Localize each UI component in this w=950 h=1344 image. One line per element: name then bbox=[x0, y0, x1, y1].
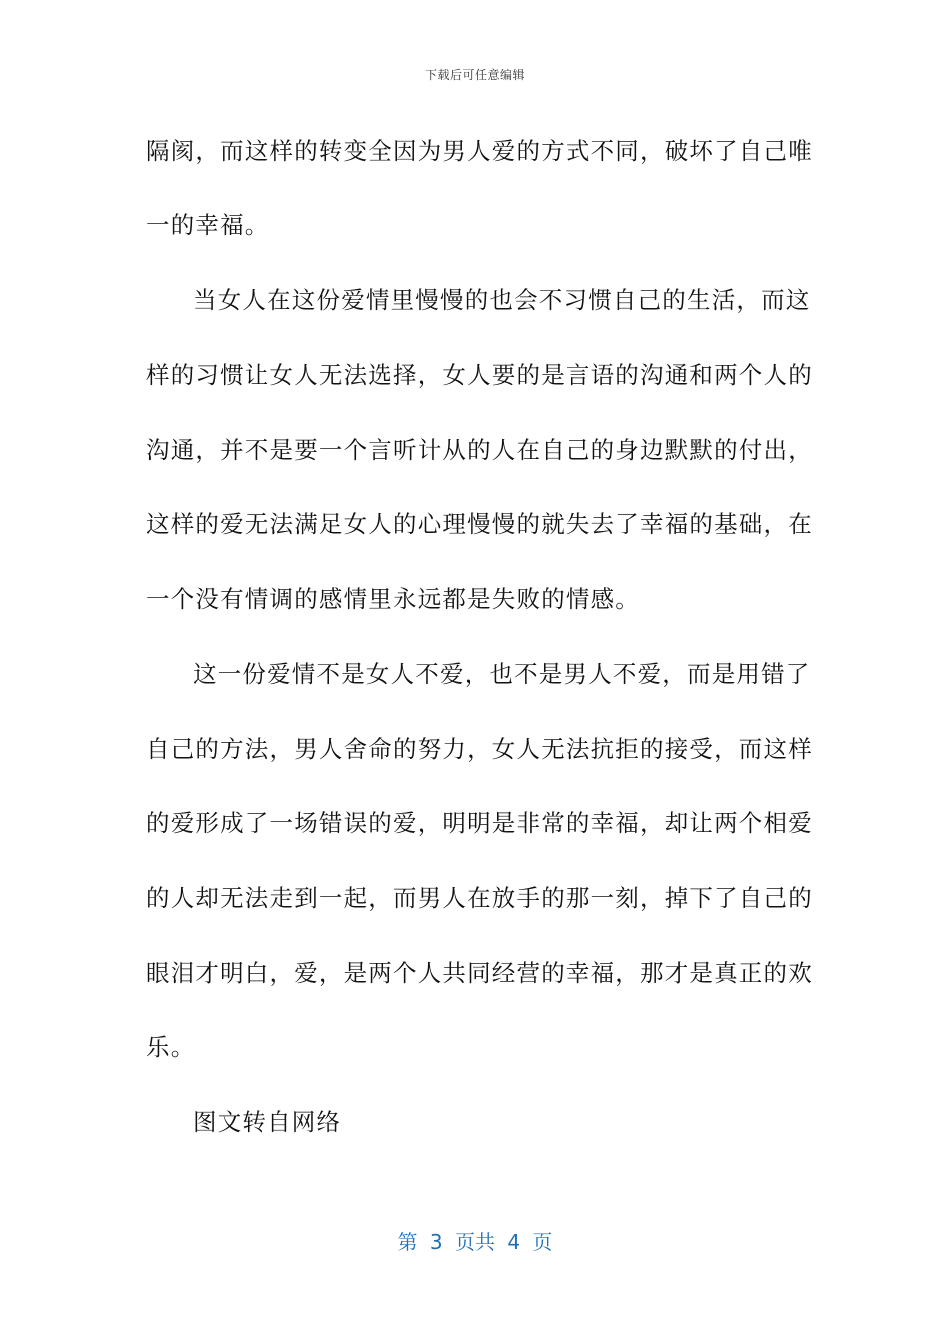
body-line: 眼泪才明白，爱，是两个人共同经营的幸福，那才是真正的欢 bbox=[146, 959, 813, 987]
body-line: 这样的爱无法满足女人的心理慢慢的就失去了幸福的基础，在 bbox=[146, 510, 813, 538]
body-line: 一的幸福。 bbox=[146, 211, 270, 239]
body-line: 乐。 bbox=[146, 1033, 196, 1061]
body-line: 这一份爱情不是女人不爱，也不是男人不爱，而是用错了 bbox=[193, 660, 811, 688]
source-note: 图文转自网络 bbox=[193, 1108, 342, 1136]
page-header: 下载后可任意编辑 bbox=[424, 68, 525, 82]
body-line: 当女人在这份爱情里慢慢的也会不习惯自己的生活，而这 bbox=[193, 286, 811, 314]
body-line: 沟通，并不是要一个言听计从的人在自己的身边默默的付出， bbox=[146, 436, 813, 464]
body-line: 样的习惯让女人无法选择，女人要的是言语的沟通和两个人的 bbox=[146, 361, 813, 389]
body-line: 的人却无法走到一起，而男人在放手的那一刻，掉下了自己的 bbox=[146, 884, 813, 912]
body-line: 一个没有情调的感情里永远都是失败的情感。 bbox=[146, 585, 640, 613]
body-line: 的爱形成了一场错误的爱，明明是非常的幸福，却让两个相爱 bbox=[146, 809, 813, 837]
page-number: 第 3 页共 4 页 bbox=[397, 1230, 553, 1254]
body-line: 自己的方法，男人舍命的努力，女人无法抗拒的接受，而这样 bbox=[146, 735, 813, 763]
body-line: 隔阂，而这样的转变全因为男人爱的方式不同，破坏了自己唯 bbox=[146, 137, 813, 165]
